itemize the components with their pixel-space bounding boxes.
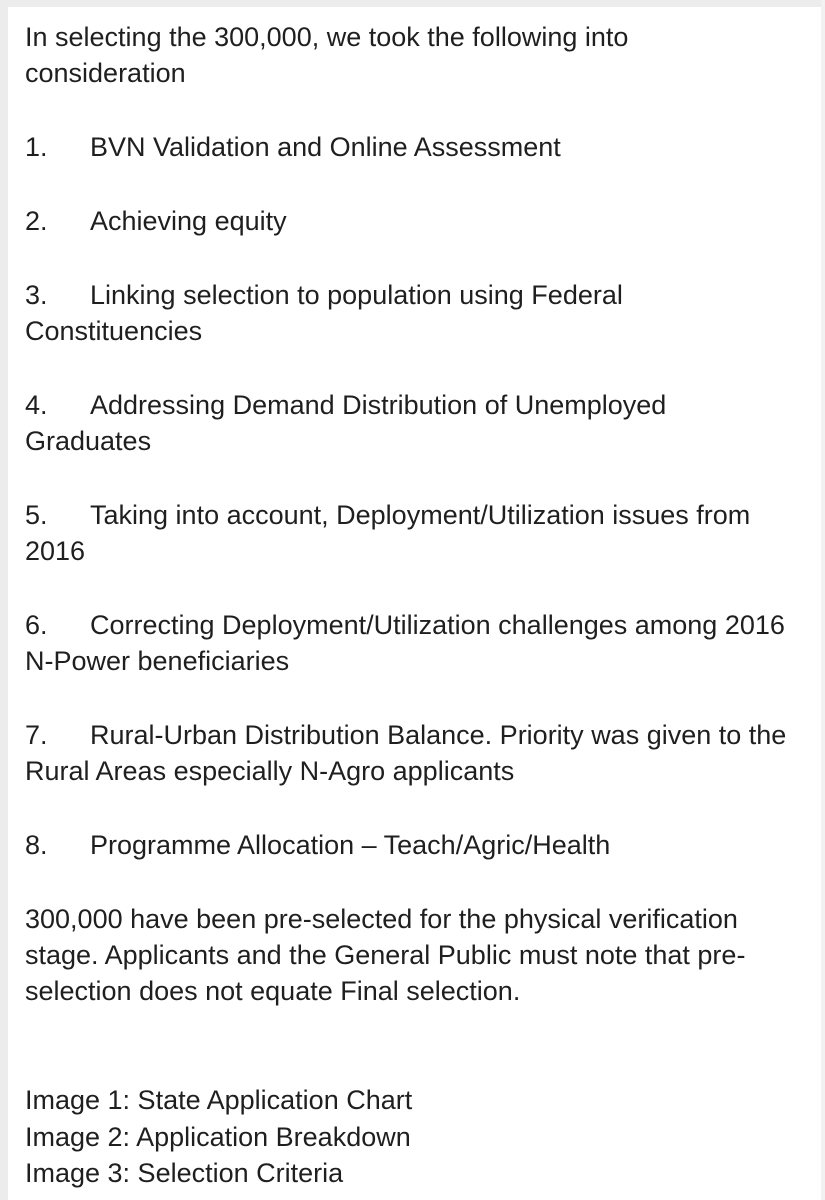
list-item xyxy=(25,717,795,789)
list-item-text: Taking into account, Deployment/Utilization issues from 2016 xyxy=(25,500,751,566)
list-item xyxy=(25,607,795,679)
list-item-text: Linking selection to population using Federal Constituencies xyxy=(25,280,623,346)
list-item-text: Addressing Demand Distribution of Unemployed Graduates xyxy=(25,390,667,456)
list-item xyxy=(25,277,795,349)
screen-frame-right xyxy=(821,0,825,1200)
list-item xyxy=(25,203,795,239)
list-item-text: Correcting Deployment/Utilization challenges among 2016 N-Power beneficiaries xyxy=(25,610,785,676)
image-caption: Image 3: Selection Criteria xyxy=(25,1158,344,1188)
image-captions xyxy=(25,1082,795,1192)
criteria-list xyxy=(25,129,795,863)
list-item xyxy=(25,129,795,165)
image-caption: Image 2: Application Breakdown xyxy=(25,1121,411,1152)
list-item-number: 3. xyxy=(25,280,48,310)
screen-frame-top xyxy=(0,0,825,7)
list-item-number: 5. xyxy=(25,500,48,530)
list-item-number: 7. xyxy=(25,720,48,750)
closing-paragraph: 300,000 have been pre-selected for the physical verification stage. Applicants and the General Public must note that pre-selection does not equate Final selection. xyxy=(25,904,746,1006)
list-item-number: 4. xyxy=(25,390,48,420)
intro-paragraph: In selecting the 300,000, we took the following into consideration xyxy=(25,22,629,88)
list-item xyxy=(25,827,795,863)
document-body xyxy=(25,19,795,1192)
list-item-number: 1. xyxy=(25,132,48,162)
list-item-number: 6. xyxy=(25,610,48,640)
image-caption: Image 1: State Application Chart xyxy=(25,1085,413,1115)
list-item-text: Rural-Urban Distribution Balance. Priority was given to the Rural Areas especially N-Agro applicants xyxy=(25,720,787,786)
list-item-number: 2. xyxy=(25,206,48,236)
list-item-number: 8. xyxy=(25,830,48,860)
list-item xyxy=(25,387,795,459)
list-item-text: Achieving equity xyxy=(90,206,287,236)
list-item-text: BVN Validation and Online Assessment xyxy=(90,132,561,162)
list-item-text: Programme Allocation – Teach/Agric/Health xyxy=(90,830,611,860)
list-item xyxy=(25,497,795,569)
screen-frame-left xyxy=(0,0,8,1200)
